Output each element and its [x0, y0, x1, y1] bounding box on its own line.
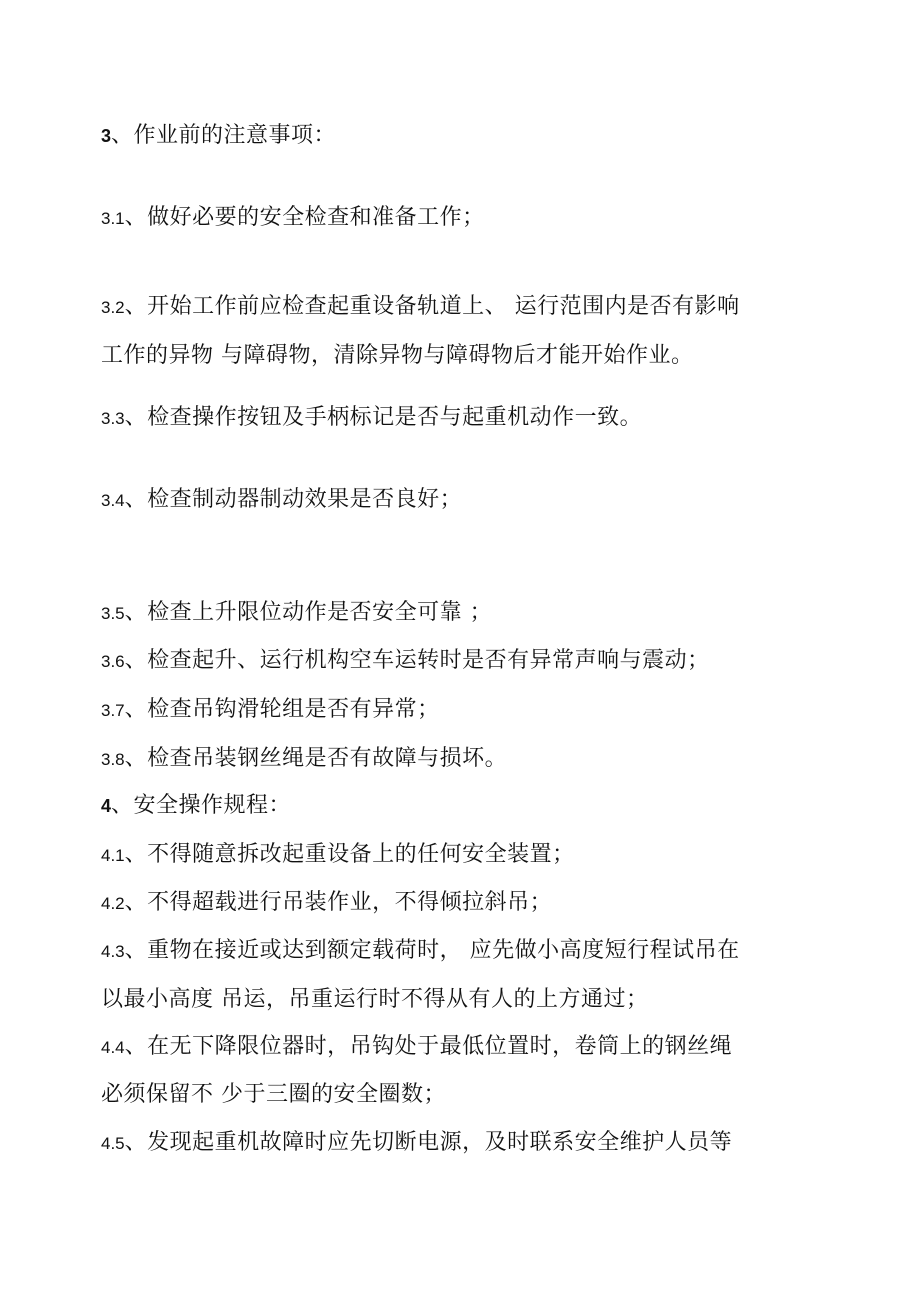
item-number: 3.1 [101, 209, 125, 228]
item-text: 必须保留不 少于三圈的安全圈数； [101, 1082, 446, 1107]
item-number: 3.3 [101, 409, 125, 428]
item-text: 、安全操作规程： [111, 793, 292, 818]
item-text: 、在无下降限位器时，吊钩处于最低位置时，卷筒上的钢丝绳 [124, 1034, 733, 1059]
item-number: 4.4 [101, 1038, 125, 1057]
item-text: 、检查起升、运行机构空车运转时是否有异常声响与震动； [124, 648, 710, 673]
list-item-3-5 [101, 598, 492, 629]
item-text: 、不得超载进行吊装作业，不得倾拉斜吊； [124, 890, 553, 915]
item-text: 、检查上升限位动作是否安全可靠 ； [124, 600, 493, 625]
list-item-4-1 [101, 840, 575, 871]
section-heading-4 [101, 791, 291, 821]
item-text: 以最小高度 吊运，吊重运行时不得从有人的上方通过； [101, 987, 649, 1012]
item-text: 、做好必要的安全检查和准备工作； [124, 205, 485, 230]
item-number: 3.4 [101, 491, 125, 510]
item-number: 3.6 [101, 652, 125, 671]
list-item-3-2-continuation [101, 341, 694, 371]
list-item-4-3 [101, 936, 740, 967]
list-item-3-2 [101, 292, 740, 323]
item-number: 4.3 [101, 942, 125, 961]
item-number: 3.7 [101, 701, 125, 720]
item-number: 4.2 [101, 894, 125, 913]
list-item-3-8 [101, 744, 507, 775]
item-number: 4.1 [101, 846, 125, 865]
list-item-4-4 [101, 1032, 732, 1063]
item-text: 、重物在接近或达到额定载荷时， 应先做小高度短行程试吊在 [124, 938, 740, 963]
item-number: 3 [101, 126, 112, 146]
list-item-3-6 [101, 646, 710, 677]
list-item-3-3 [101, 403, 642, 434]
item-text: 、开始工作前应检查起重设备轨道上、 运行范围内是否有影响 [124, 294, 740, 319]
list-item-4-3-continuation [101, 985, 649, 1015]
item-number: 4 [101, 796, 112, 816]
item-text: 、检查吊装钢丝绳是否有故障与损坏。 [124, 746, 508, 771]
item-text: 、不得随意拆改起重设备上的任何安全装置； [124, 842, 575, 867]
item-text: 、作业前的注意事项： [111, 123, 337, 148]
item-text: 工作的异物 与障碍物，清除异物与障碍物后才能开始作业。 [101, 343, 694, 368]
item-number: 3.5 [101, 604, 125, 623]
item-number: 3.2 [101, 298, 125, 317]
item-text: 、检查制动器制动效果是否良好； [124, 487, 463, 512]
list-item-4-5 [101, 1128, 732, 1159]
list-item-3-1 [101, 203, 485, 234]
item-number: 4.5 [101, 1134, 125, 1153]
item-number: 3.8 [101, 750, 125, 769]
list-item-4-4-continuation [101, 1080, 446, 1110]
item-text: 、检查吊钩滑轮组是否有异常； [124, 697, 440, 722]
list-item-3-7 [101, 695, 440, 726]
section-heading-3 [101, 121, 336, 151]
item-text: 、发现起重机故障时应先切断电源，及时联系安全维护人员等 [124, 1130, 733, 1155]
list-item-4-2 [101, 888, 552, 919]
item-text: 、检查操作按钮及手柄标记是否与起重机动作一致。 [124, 405, 643, 430]
list-item-3-4 [101, 485, 462, 516]
